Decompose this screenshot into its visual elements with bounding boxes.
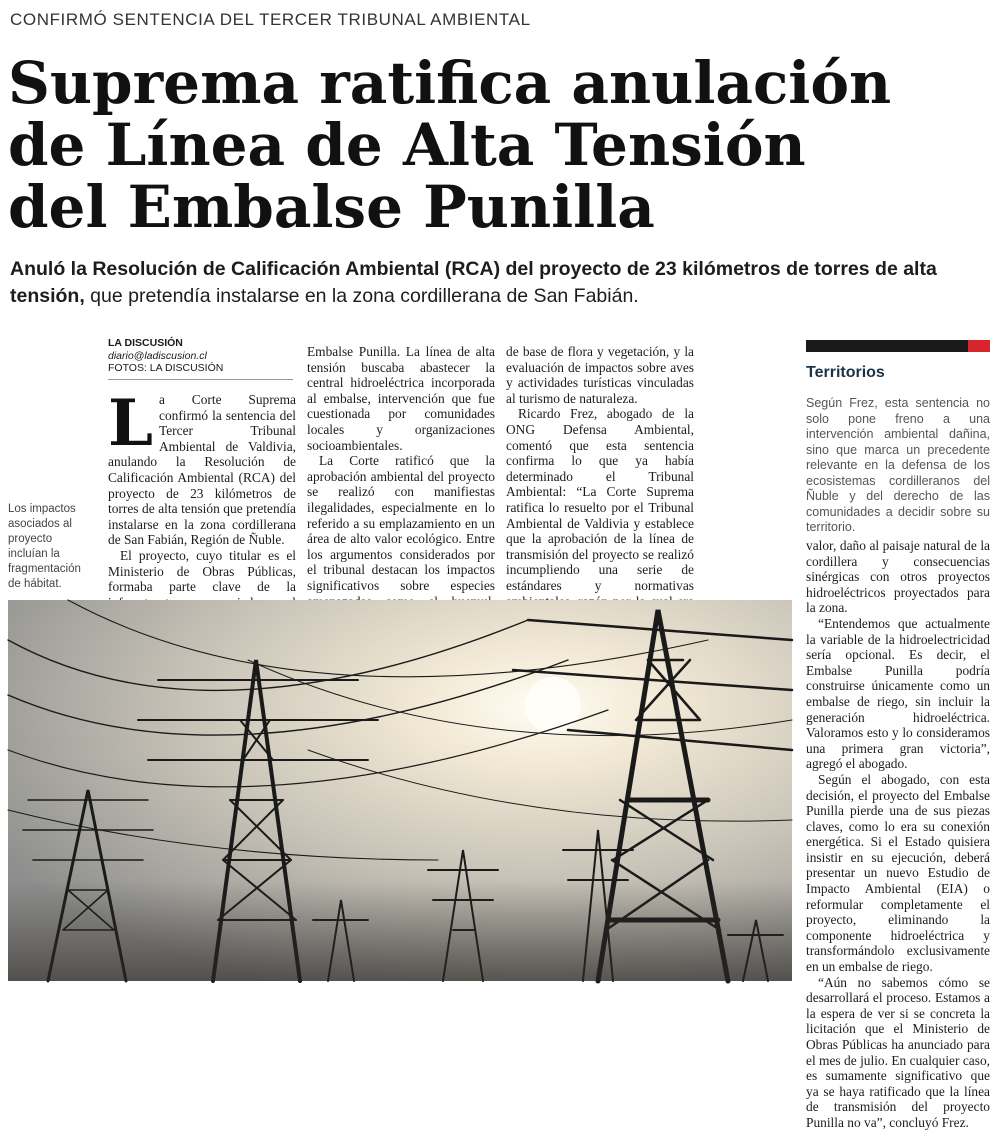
byline-org: LA DISCUSIÓN (108, 337, 183, 349)
byline-photos: FOTOS: LA DISCUSIÓN (108, 362, 224, 374)
paragraph: Ricardo Frez, abogado de la ONG Defensa Ambiental, comentó que esta sentencia confirma lo que ya había determinado el Tribunal Ambiental: “La Corte Suprema ratifica lo resuelto por el Tribunal Ambiental de Valdivia y establece que la aprobación de la línea de transmisión del proyecto se realizó incumpliendo una serie de estándares y normativas (506, 406, 694, 593)
sidebar-rule (806, 340, 990, 352)
paragraph: valor, daño al paisaje natural de la cordillera y consecuencias sinérgicas con otros proyectos hidroeléctricos proyectados para la zona. (806, 538, 990, 616)
paragraph: de base de flora y vegetación, y la evaluación de impactos sobre aves y actividades turísticas vinculadas al turismo de naturaleza. (506, 344, 694, 406)
byline-email[interactable]: diario@ladiscusion.cl (108, 349, 207, 362)
article-column-3 (506, 344, 694, 600)
power-towers-illustration (8, 600, 792, 981)
paragraph: Embalse Punilla. La línea de alta tensión buscaba abastecer la central hidroeléctrica incorporada al embalse, intervención que fue cuestionada por comunidades locales y organizaciones socioambientales. (307, 344, 495, 453)
paragraph: La Corte ratificó que la aprobación ambiental del proyecto se realizó con manifiestas ilegalidades, especialmente en lo referido a su emplazamiento en un área de alto valor ecológico. Entre los argumentos considerados por el tribunal destacan los impactos significativos sobre especies (307, 453, 495, 593)
headline-line: del Embalse Punilla (8, 173, 655, 241)
article-column-2 (307, 344, 495, 600)
paragraph (108, 386, 296, 548)
article-column-1 (108, 386, 296, 602)
power-lines-photo (8, 600, 792, 981)
headline (8, 49, 988, 241)
headline-line: Suprema ratifica anulación (8, 49, 892, 117)
paragraph-text: a Corte Suprema confirmó la sentencia del Tercer Tribunal Ambiental de Valdivia, anulando la Resolución de Calificación Ambiental (RCA) del proyecto de 23 kilómetros de torres de alta tensión que pretendía instalarse en la zona cordillerana de San Fabián, Región de Ñuble. (108, 392, 296, 548)
article-column-4 (806, 538, 990, 1130)
headline-line: de Línea de Alta Tensión (8, 111, 806, 179)
paragraph: Según el abogado, con esta decisión, el proyecto del Embalse Punilla pierde una de sus piezas claves, como lo era su conexión energética. Si el Estado quisiera insistir en su ejecución, deberá presentar un nuevo Estudio de Impacto Ambiental (EIA) o reformular completamente el proyecto, eliminando la componente hidroeléctrica y transformándolo exclusivamente en un embalse de riego. (806, 771, 990, 975)
deck-bold: Anuló la Resolución de Calificación Ambiental (RCA) del proyecto de 23 kilómetros de torres de alta tensión, (10, 258, 937, 307)
drop-cap: L (108, 386, 153, 461)
sidebar-text: Según Frez, esta sentencia no solo pone freno a una intervención ambiental dañina, sino que marca un precedente relevante en la defensa de los ecosistemas cordilleranos del Ñuble y del derecho de las comunidades a decidir sobre su territorio. (806, 396, 990, 534)
deck-rest: que pretendía instalarse en la zona cordillerana de San Fabián. (84, 285, 639, 307)
byline (108, 337, 293, 380)
kicker: CONFIRMÓ SENTENCIA DEL TERCER TRIBUNAL AMBIENTAL (10, 10, 531, 29)
paragraph: “Entendemos que actualmente la variable de la hidroelectricidad sería opcional. Es decir, el Embalse Punilla podría construirse únicamente como un embalse de riego, sin incluir la generación hidroeléctrica. Valoramos esto y lo consideramos una primera gran victoria”, agregó el abogado. (806, 615, 990, 772)
sidebar-accent (968, 340, 990, 352)
photo-caption: Los impactos asociados al proyecto incluían la fragmentación de hábitat. (8, 503, 81, 590)
sidebar-title: Territorios (806, 364, 885, 381)
paragraph: El proyecto, cuyo titular es el Ministerio de Obras Públicas, formaba parte clave de la (108, 547, 296, 595)
paragraph: “Aún no sabemos cómo se desarrollará el proceso. Estamos a la espera de ver si se concreta la licitación que el Ministerio de Obras Públicas ha anunciado para el mes de julio. En cualquier caso, es sumamente significativo que ya se haya ratificado que la línea de transmisión del proyecto Punilla no va”, concluyó Frez. (806, 974, 990, 1130)
deck (10, 256, 990, 310)
